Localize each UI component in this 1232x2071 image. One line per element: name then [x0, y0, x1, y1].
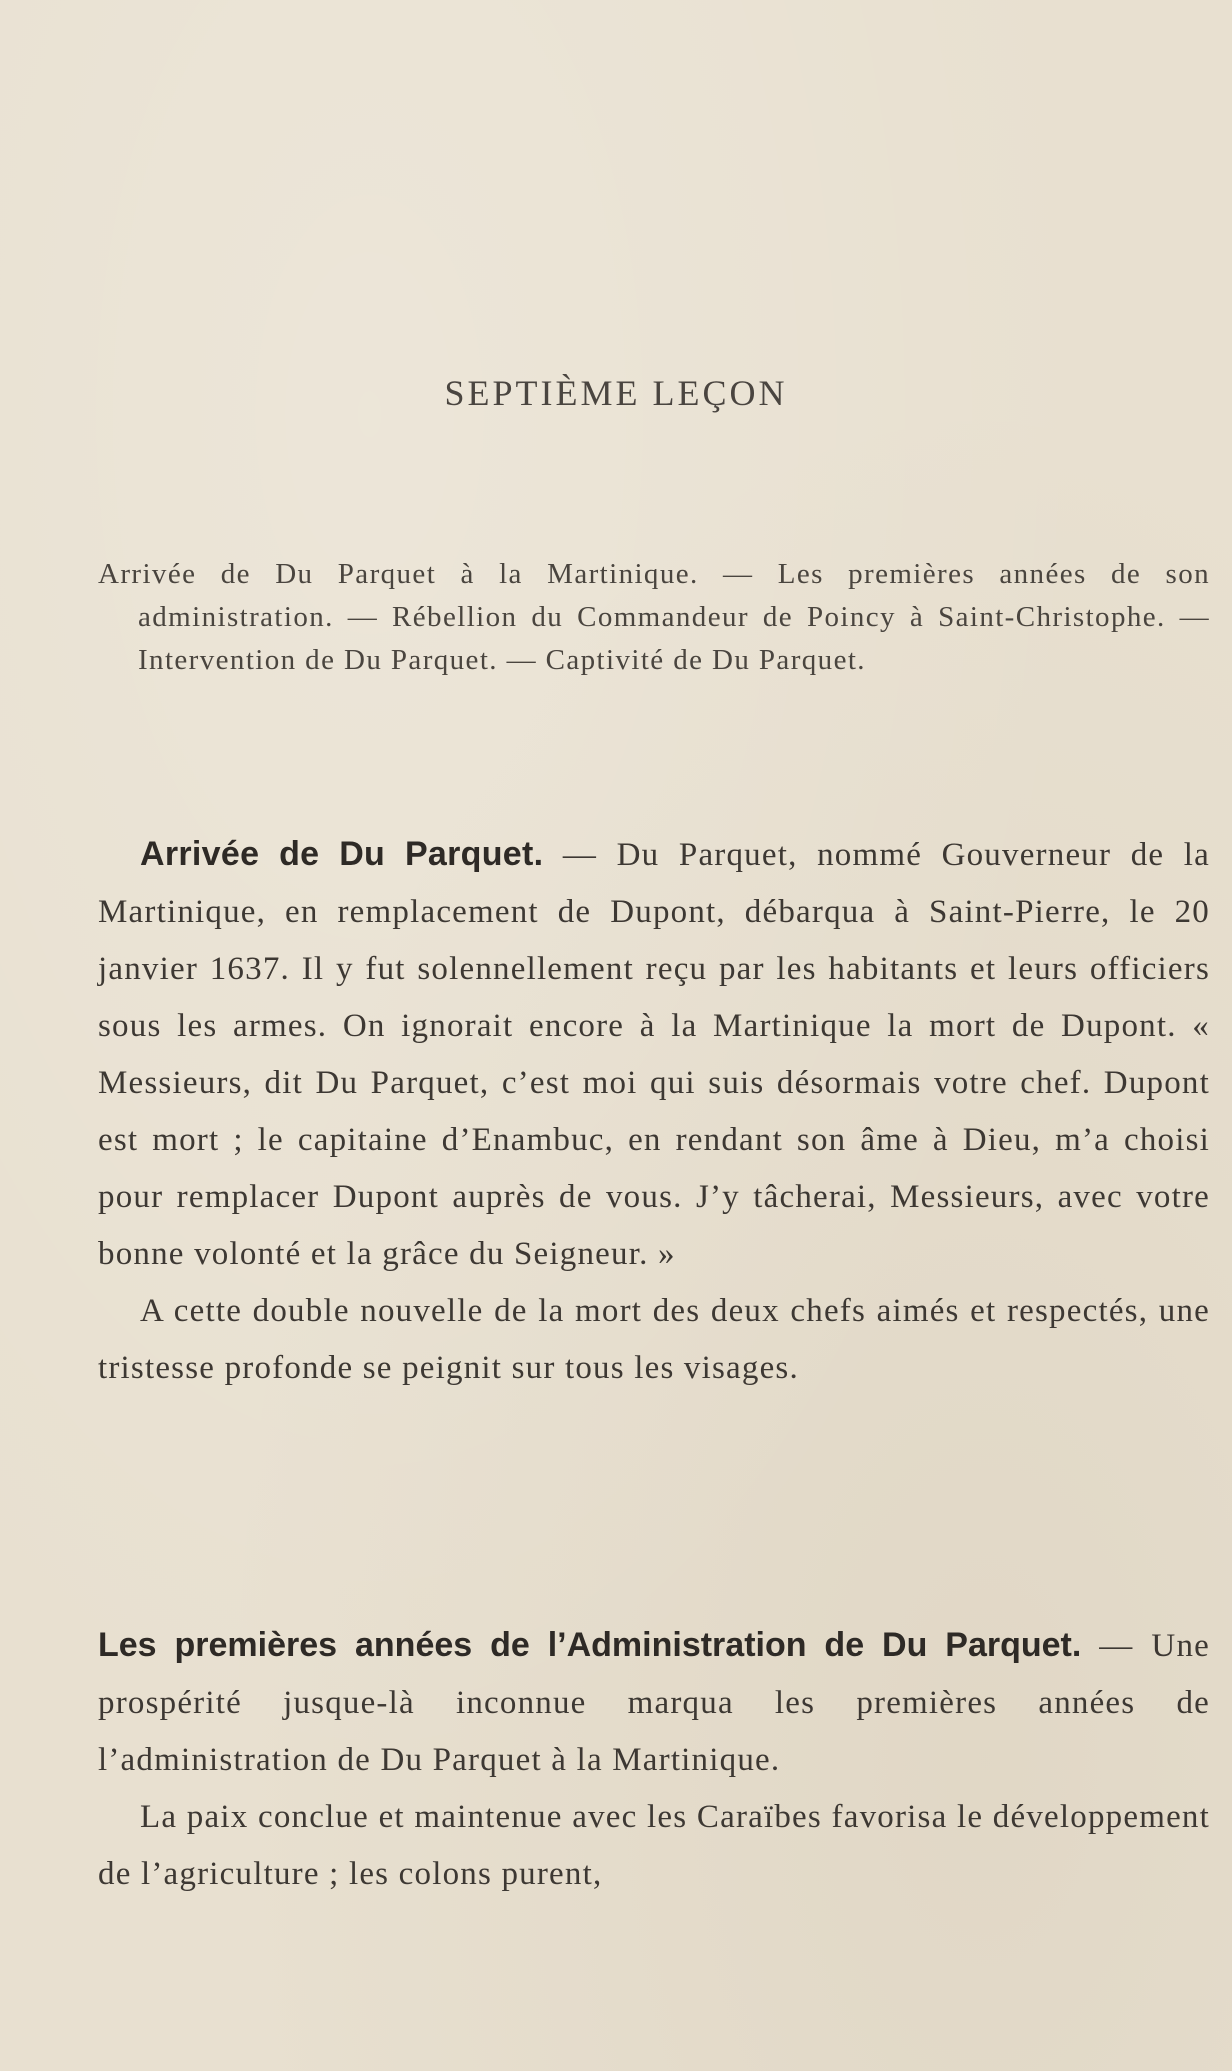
chapter-summary — [98, 553, 1210, 682]
section-premieres-annees-text: — Une prospérité jusque-là inconnue marqua les premières années de l’administration de Du Parquet à la Martinique. — [98, 1628, 1210, 1778]
section-arrivee-text: — Du Parquet, nommé Gouverneur de la Martinique, en remplacement de Dupont, débarqua à Saint-Pierre, le 20 janvier 1637. Il y fut solennellement reçu par les habitants et leurs officiers sous les armes. On ignorait encore à la Martinique la mort de Dupont. « Messieurs, dit Du Parquet, c’est moi qui suis désormais votre chef. Dupont est mort ; le capitaine d’Enambuc, en rendant son âme à Dieu, m’a choisi pour remplacer Dupont auprès de vous. J’y tâcherai, Messieurs, avec votre bonne volonté et la grâce du Seigneur. » — [98, 837, 1210, 1272]
chapter-title: SEPTIÈME LEÇON — [444, 373, 788, 413]
section-arrivee-paragraph — [98, 826, 1210, 1283]
section-premieres-annees-paragraph-2: La paix conclue et maintenue avec les Caraïbes favorisa le développement de l’agriculture ; les colons purent, — [98, 1799, 1210, 1892]
section-heading-premieres-annees: Les premières années de l’Administration de Du Parquet. — [98, 1626, 1082, 1664]
section-premieres-annees-paragraph — [98, 1617, 1210, 1789]
section-heading-arrivee: Arrivée de Du Parquet. — [140, 835, 544, 873]
section-arrivee-paragraph-2: A cette double nouvelle de la mort des deux chefs aimés et respectés, une tristesse profonde se peignit sur tous les visages. — [98, 1293, 1210, 1386]
section-premieres-annees — [98, 1617, 1210, 1903]
section-arrivee — [98, 826, 1210, 1397]
summary-text: Arrivée de Du Parquet à la Martinique. — Les premières années de son administration. — Rébellion du Commandeur de Poincy à Saint-Christophe. — Intervention de Du Parquet. — Captivité de Du Parquet. — [98, 558, 1210, 676]
